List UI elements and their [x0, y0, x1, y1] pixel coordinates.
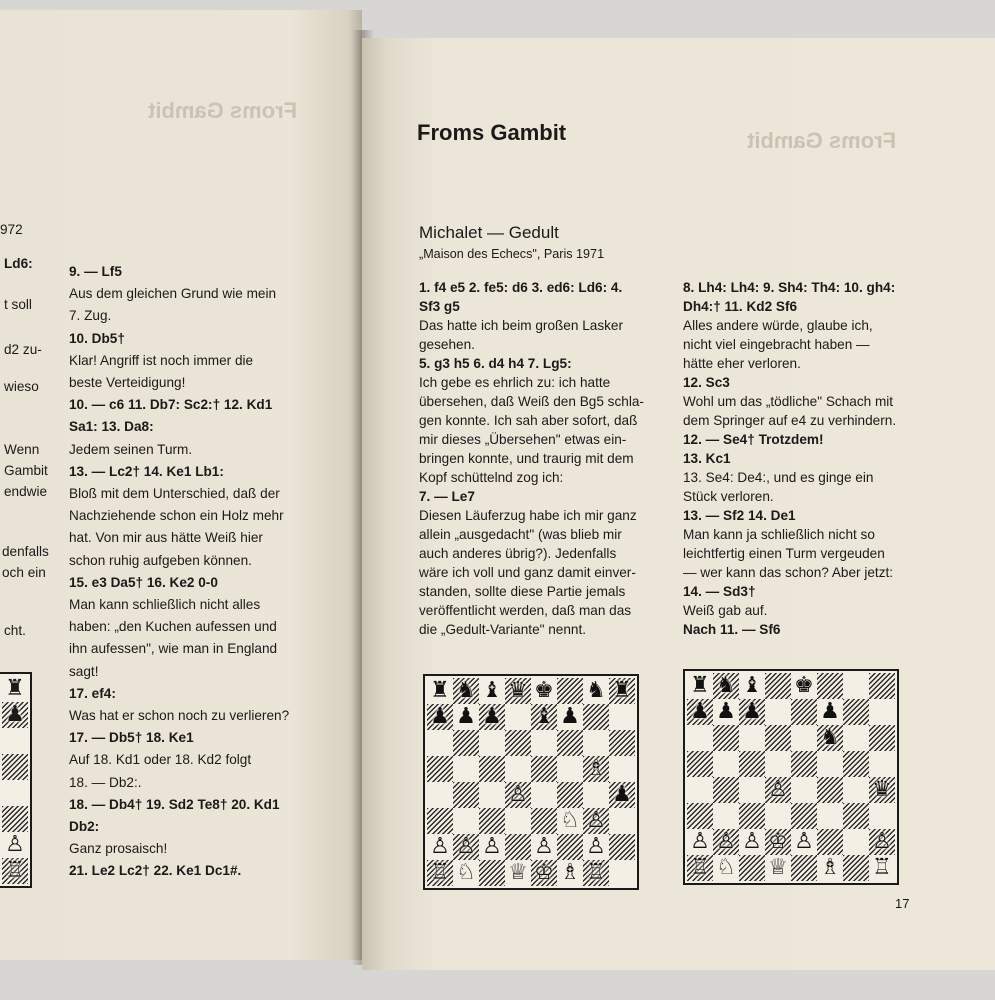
edge-fragment: t soll [4, 297, 32, 312]
text-line: wäre ich voll und ganz damit einver- [419, 565, 636, 580]
dark-square [687, 855, 713, 881]
light-square [739, 829, 765, 855]
text-line: auch anderes übrig?). Jedenfalls [419, 546, 617, 561]
dark-square [505, 730, 531, 756]
dark-square [687, 751, 713, 777]
chess-piece-icon: ♙ [5, 832, 25, 857]
dark-square [713, 725, 739, 751]
text-line: 12. Sc3 [683, 375, 730, 390]
text-line: 10. Db5† [69, 330, 125, 346]
light-square [817, 699, 843, 725]
page-title: Froms Gambit [417, 120, 567, 145]
light-square [843, 725, 869, 751]
light-square [583, 730, 609, 756]
chess-piece-icon: ♞ [716, 673, 736, 698]
light-square [739, 777, 765, 803]
edge-fragment: d2 zu- [4, 342, 42, 357]
dark-square [531, 756, 557, 782]
dark-square [479, 808, 505, 834]
chess-piece-icon: ♞ [820, 725, 840, 750]
dark-square [765, 725, 791, 751]
text-line: Sa1: 13. Da8: [69, 419, 154, 435]
dark-square [427, 756, 453, 782]
light-square [609, 704, 635, 730]
light-square [505, 860, 531, 886]
chess-board-partial-left [0, 672, 32, 888]
light-square [427, 782, 453, 808]
light-square [817, 803, 843, 829]
dark-square [583, 808, 609, 834]
chess-piece-icon: ♖ [690, 855, 710, 880]
text-line: veröffentlicht werden, daß man das [419, 603, 632, 618]
light-square [557, 808, 583, 834]
dark-square [687, 699, 713, 725]
dark-square [739, 699, 765, 725]
dark-square [557, 782, 583, 808]
dark-square [843, 699, 869, 725]
dark-square [791, 751, 817, 777]
text-line: Ich gebe es ehrlich zu: ich hatte [419, 375, 611, 390]
text-line: 18. — Db2:. [69, 774, 142, 790]
light-square [687, 673, 713, 699]
light-square [609, 756, 635, 782]
light-square [453, 808, 479, 834]
chess-piece-icon: ♖ [5, 858, 25, 883]
light-square [557, 756, 583, 782]
text-line: 13. Kc1 [683, 451, 731, 466]
text-line: gen konnte. Ich sah aber sofort, daß [419, 413, 638, 428]
chess-piece-icon: ♘ [716, 855, 736, 880]
edge-fragment: denfalls [2, 544, 49, 559]
chess-piece-icon: ♝ [534, 704, 554, 729]
text-line: leichtfertig einen Turm vergeuden [683, 546, 885, 561]
light-square [583, 782, 609, 808]
light-square [609, 860, 635, 886]
light-square [609, 808, 635, 834]
text-line: 13. — Lc2† 14. Ke1 Lb1: [69, 463, 224, 479]
dark-square [817, 725, 843, 751]
dark-square [479, 860, 505, 886]
light-square [2, 676, 28, 702]
chess-piece-icon: ♟ [430, 704, 450, 729]
light-square [765, 803, 791, 829]
chess-piece-icon: ♝ [742, 673, 762, 698]
dark-square [479, 756, 505, 782]
chess-piece-icon: ♙ [794, 829, 814, 854]
chess-piece-icon: ♝ [482, 678, 502, 703]
text-line: 15. e3 Da5† 16. Ke2 0-0 [69, 574, 218, 590]
text-line: die „Gedult-Variante" nennt. [419, 622, 587, 637]
page-number: 17 [895, 896, 910, 911]
text-line: bringen konnte, und traurig mit dem [419, 451, 634, 466]
chess-piece-icon: ♘ [560, 808, 580, 833]
light-square [765, 699, 791, 725]
light-square [687, 777, 713, 803]
chess-board-right [683, 669, 899, 885]
light-square [479, 834, 505, 860]
chess-piece-icon: ♙ [508, 782, 528, 807]
chess-piece-icon: ♗ [586, 756, 606, 781]
dark-square [739, 855, 765, 881]
text-line: Kopf schüttelnd zog ich: [419, 470, 564, 485]
light-square [869, 803, 895, 829]
light-square [765, 751, 791, 777]
light-square [843, 673, 869, 699]
chess-piece-icon: ♙ [586, 834, 606, 859]
chess-piece-icon: ♗ [560, 860, 580, 885]
edge-fragment: 972 [0, 222, 23, 237]
light-square [531, 834, 557, 860]
text-line: ihn aufessen", wie man in England [69, 641, 278, 657]
edge-fragment: cht. [4, 623, 26, 638]
light-square [2, 832, 28, 858]
chess-piece-icon: ♟ [560, 704, 580, 729]
text-line: Was hat er schon noch zu verlieren? [69, 708, 290, 723]
game-title: Michalet — Gedult [419, 223, 559, 242]
dark-square [687, 803, 713, 829]
edge-fragment: wieso [4, 379, 39, 394]
chess-piece-icon: ♞ [456, 678, 476, 703]
dark-square [479, 704, 505, 730]
chess-piece-icon: ♜ [612, 678, 632, 703]
text-line: mir dieses „Übersehen" etwas ein- [419, 432, 627, 447]
light-square [843, 829, 869, 855]
light-square [713, 699, 739, 725]
dark-square [817, 673, 843, 699]
text-line: hätte eher verloren. [683, 356, 801, 371]
dark-square [791, 803, 817, 829]
text-line: Stück verloren. [683, 489, 774, 504]
chess-piece-icon: ♙ [872, 829, 892, 854]
text-line: Das hatte ich beim großen Lasker [419, 318, 624, 333]
dark-square [427, 860, 453, 886]
chess-piece-icon: ♚ [534, 678, 554, 703]
dark-square [739, 751, 765, 777]
text-line: 21. Le2 Lc2† 22. Ke1 Dc1#. [69, 863, 242, 879]
text-line: sagt! [69, 663, 99, 679]
dark-square [453, 730, 479, 756]
light-square [791, 725, 817, 751]
dark-square [609, 834, 635, 860]
light-square [817, 751, 843, 777]
dark-square [609, 730, 635, 756]
text-line: Nachziehende schon ein Holz mehr [69, 508, 284, 524]
light-square [531, 730, 557, 756]
text-line: 7. Zug. [69, 308, 112, 324]
text-line: haben: „den Kuchen aufessen und [69, 619, 277, 635]
text-line: Jedem seinen Turm. [69, 441, 193, 457]
dark-square [843, 855, 869, 881]
dark-square [817, 777, 843, 803]
dark-square [713, 673, 739, 699]
dark-square [2, 702, 28, 728]
chess-piece-icon: ♕ [768, 855, 788, 880]
dark-square [453, 678, 479, 704]
light-square [869, 699, 895, 725]
chess-piece-icon: ♟ [690, 699, 710, 724]
chess-piece-icon: ♚ [794, 673, 814, 698]
chess-piece-icon: ♖ [586, 860, 606, 885]
dark-square [505, 834, 531, 860]
light-square [427, 834, 453, 860]
light-square [791, 673, 817, 699]
light-square [2, 728, 28, 754]
text-line: Wohl um das „tödliche" Schach mit [683, 394, 894, 409]
text-line: Bloß mit dem Unterschied, daß der [69, 486, 280, 501]
chess-piece-icon: ♙ [430, 834, 450, 859]
text-line: 14. — Sd3† [683, 584, 756, 599]
dark-square [505, 678, 531, 704]
dark-square [713, 777, 739, 803]
light-square [479, 730, 505, 756]
dark-square [531, 704, 557, 730]
light-square [531, 782, 557, 808]
text-line: allein „ausgedacht" (was blieb mir [419, 527, 622, 542]
chess-piece-icon: ♙ [768, 777, 788, 802]
dark-square [557, 834, 583, 860]
text-line: Nach 11. — Sf6 [683, 622, 781, 637]
text-line: Man kann ja schließlich nicht so [683, 527, 875, 542]
dark-square [453, 834, 479, 860]
dark-square [713, 829, 739, 855]
chess-piece-icon: ♟ [482, 704, 502, 729]
dark-square [2, 754, 28, 780]
chess-piece-icon: ♕ [508, 860, 528, 885]
text-line: übersehen, daß Weiß den Bg5 schla- [419, 394, 644, 409]
text-line: hat. Von mir aus hätte Weiß hier [69, 530, 263, 546]
text-line: Diesen Läuferzug habe ich mir ganz [419, 508, 637, 523]
dark-square [843, 803, 869, 829]
dark-square [817, 829, 843, 855]
light-square [557, 860, 583, 886]
dark-square [583, 704, 609, 730]
text-line: Auf 18. Kd1 oder 18. Kd2 folgt [69, 752, 252, 768]
light-square [713, 751, 739, 777]
dark-square [583, 756, 609, 782]
light-square [791, 777, 817, 803]
chess-piece-icon: ♖ [430, 860, 450, 885]
light-square [505, 756, 531, 782]
light-square [843, 777, 869, 803]
dark-square [843, 751, 869, 777]
dark-square [739, 803, 765, 829]
dark-square [2, 806, 28, 832]
chess-piece-icon: ♘ [456, 860, 476, 885]
dark-square [869, 829, 895, 855]
light-square [869, 855, 895, 881]
dark-square [505, 782, 531, 808]
text-line: 9. — Lf5 [69, 264, 122, 279]
chess-piece-icon: ♙ [482, 834, 502, 859]
dark-square [427, 704, 453, 730]
chess-piece-icon: ♜ [5, 676, 25, 701]
light-square [2, 780, 28, 806]
text-line: 7. — Le7 [419, 489, 475, 504]
left-page [0, 10, 362, 960]
dark-square [869, 777, 895, 803]
text-line: 5. g3 h5 6. d4 h4 7. Lg5: [419, 356, 572, 371]
light-square [765, 855, 791, 881]
chess-piece-icon: ♙ [742, 829, 762, 854]
edge-fragment: endwie [4, 484, 48, 499]
light-square [453, 704, 479, 730]
text-line: schon ruhig aufgeben können. [69, 552, 252, 568]
chess-piece-icon: ♟ [820, 699, 840, 724]
dark-square [557, 730, 583, 756]
light-square [687, 829, 713, 855]
text-line: Weiß gab auf. [683, 603, 768, 618]
dark-square [765, 829, 791, 855]
chess-piece-icon: ♟ [742, 699, 762, 724]
light-square [479, 678, 505, 704]
light-square [557, 704, 583, 730]
text-line: Sf3 g5 [419, 299, 460, 314]
text-line: 17. — Db5† 18. Ke1 [69, 730, 194, 746]
text-line: gesehen. [419, 337, 475, 352]
text-line: 12. — Se4† Trotzdem! [683, 432, 824, 447]
chess-piece-icon: ♙ [534, 834, 554, 859]
right-page [362, 38, 995, 970]
text-line: Dh4:† 11. Kd2 Sf6 [683, 299, 798, 314]
text-line: 17. ef4: [69, 685, 116, 701]
text-line: Db2: [69, 819, 100, 834]
dark-square [869, 673, 895, 699]
text-line: 10. — c6 11. Db7: Sc2:† 12. Kd1 [69, 397, 273, 413]
dark-square [765, 673, 791, 699]
ghost-title-left: Froms Gambit [148, 98, 298, 123]
text-line: 13. — Sf2 14. De1 [683, 508, 796, 523]
light-square [583, 834, 609, 860]
edge-fragment: Ld6: [4, 256, 33, 271]
chess-piece-icon: ♔ [768, 829, 788, 854]
chess-piece-icon: ♖ [872, 855, 892, 880]
dark-square [869, 725, 895, 751]
text-line: standen, sollte diese Partie jemals [419, 584, 626, 599]
light-square [427, 730, 453, 756]
text-line: Alles andere würde, glaube ich, [683, 318, 873, 333]
chess-piece-icon: ♟ [716, 699, 736, 724]
light-square [869, 751, 895, 777]
chess-piece-icon: ♛ [872, 777, 892, 802]
text-line: dem Springer auf e4 zu verhindern. [683, 413, 897, 428]
text-line: nicht viel eingebracht haben — [683, 337, 870, 352]
light-square [531, 678, 557, 704]
chess-piece-icon: ♗ [820, 855, 840, 880]
text-line: Klar! Angriff ist noch immer die [69, 352, 254, 368]
chess-piece-icon: ♟ [456, 704, 476, 729]
text-line: 13. Se4: De4:, und es ginge ein [683, 470, 874, 485]
dark-square [453, 782, 479, 808]
light-square [479, 782, 505, 808]
chess-piece-icon: ♔ [534, 860, 554, 885]
chess-piece-icon: ♙ [716, 829, 736, 854]
text-line: Aus dem gleichen Grund wie mein [69, 286, 277, 302]
chess-piece-icon: ♙ [690, 829, 710, 854]
text-line: — wer kann das schon? Aber jetzt: [683, 565, 894, 580]
edge-fragment: och ein [2, 565, 46, 580]
text-line: 1. f4 e5 2. fe5: d6 3. ed6: Ld6: 4. [419, 280, 623, 295]
chess-piece-icon: ♟ [5, 702, 25, 727]
light-square [713, 855, 739, 881]
text-line: 18. — Db4† 19. Sd2 Te8† 20. Kd1 [69, 796, 280, 812]
text-line: Man kann schließlich nicht alles [69, 597, 261, 612]
light-square [583, 678, 609, 704]
chess-piece-icon: ♟ [612, 782, 632, 807]
chess-board-left [423, 674, 639, 890]
dark-square [531, 808, 557, 834]
dark-square [557, 678, 583, 704]
dark-square [427, 808, 453, 834]
light-square [453, 756, 479, 782]
edge-fragment: Gambit [4, 463, 48, 478]
dark-square [583, 860, 609, 886]
light-square [739, 725, 765, 751]
text-line: 8. Lh4: Lh4: 9. Sh4: Th4: 10. gh4: [683, 280, 896, 295]
chess-piece-icon: ♛ [508, 678, 528, 703]
dark-square [531, 860, 557, 886]
light-square [505, 704, 531, 730]
light-square [791, 829, 817, 855]
chess-piece-icon: ♙ [586, 808, 606, 833]
dark-square [791, 699, 817, 725]
dark-square [609, 678, 635, 704]
edge-fragment: Wenn [4, 442, 40, 457]
light-square [739, 673, 765, 699]
text-line: beste Verteidigung! [69, 375, 186, 390]
chess-piece-icon: ♜ [690, 673, 710, 698]
light-square [713, 803, 739, 829]
light-square [817, 855, 843, 881]
dark-square [2, 858, 28, 884]
chess-piece-icon: ♜ [430, 678, 450, 703]
light-square [687, 725, 713, 751]
chess-piece-icon: ♙ [456, 834, 476, 859]
ghost-title-right: Froms Gambit [747, 128, 897, 153]
light-square [427, 678, 453, 704]
game-event: „Maison des Echecs", Paris 1971 [419, 247, 605, 261]
dark-square [791, 855, 817, 881]
dark-square [765, 777, 791, 803]
chess-piece-icon: ♞ [586, 678, 606, 703]
text-line: Ganz prosaisch! [69, 841, 168, 857]
dark-square [609, 782, 635, 808]
light-square [453, 860, 479, 886]
light-square [505, 808, 531, 834]
